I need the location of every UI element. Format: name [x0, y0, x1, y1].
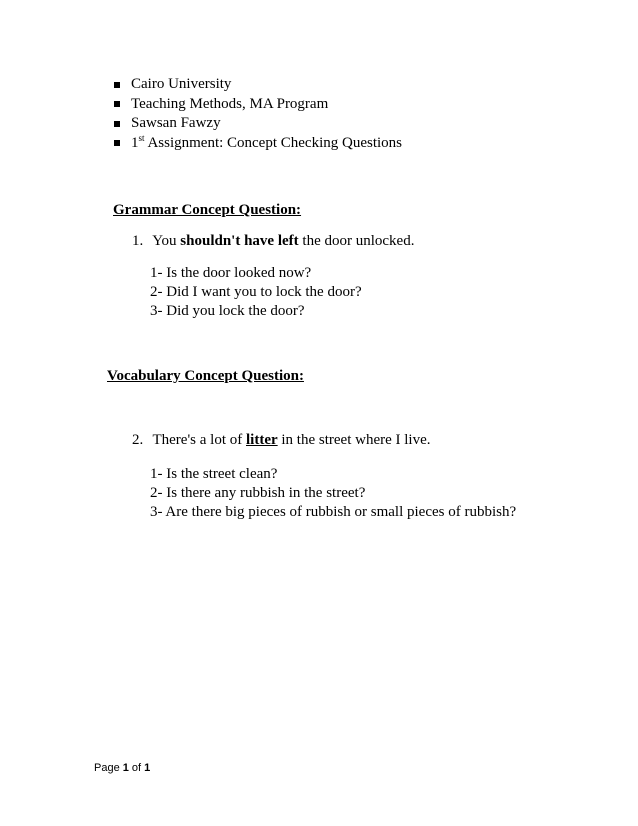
- check-question: 2- Is there any rubbish in the street?: [150, 485, 366, 501]
- current-page-number: 1: [122, 762, 129, 774]
- vocabulary-section-title: Vocabulary Concept Question:: [107, 368, 304, 384]
- grammar-check-questions: [150, 264, 362, 321]
- question-number: 2.: [132, 432, 144, 448]
- question-text-before: There's a lot of: [152, 432, 246, 448]
- question-number: 1.: [132, 233, 144, 249]
- square-bullet-icon: [114, 121, 120, 127]
- check-question: 1- Is the street clean?: [150, 466, 278, 482]
- vocabulary-check-questions: [150, 465, 516, 522]
- question-text-after: in the street where I live.: [277, 432, 431, 448]
- target-word: litter: [246, 432, 278, 448]
- assignment-text: Assignment: Concept Checking Questions: [144, 134, 402, 151]
- program-text: Teaching Methods, MA Program: [131, 95, 329, 112]
- header-item-author: [114, 114, 402, 134]
- check-question: 3- Did you lock the door?: [150, 303, 305, 319]
- square-bullet-icon: [114, 82, 120, 88]
- vocabulary-question: [132, 432, 431, 449]
- page-label: Page: [94, 762, 123, 774]
- grammar-section-title: Grammar Concept Question:: [113, 202, 302, 218]
- square-bullet-icon: [114, 140, 120, 146]
- assignment-number: 1: [131, 134, 139, 151]
- question-text-before: You: [152, 233, 181, 249]
- question-text-after: the door unlocked.: [298, 233, 415, 249]
- grammar-question: [132, 233, 414, 250]
- check-question: 3- Are there big pieces of rubbish or small pieces of rubbish?: [150, 504, 517, 520]
- of-label: of: [128, 762, 145, 774]
- check-question: 1- Is the door looked now?: [150, 265, 312, 281]
- university-text: Cairo University: [131, 76, 232, 92]
- total-pages-number: 1: [144, 762, 151, 774]
- target-structure: shouldn't have left: [180, 233, 299, 249]
- check-question: 2- Did I want you to lock the door?: [150, 284, 362, 300]
- page-footer: [94, 762, 150, 774]
- header-bullet-list: [114, 75, 402, 153]
- header-item-program: [114, 95, 402, 115]
- ordinal-suffix: st: [138, 132, 145, 143]
- header-item-university: [114, 75, 402, 95]
- header-item-assignment: [114, 134, 402, 154]
- author-text: Sawsan Fawzy: [131, 115, 221, 132]
- square-bullet-icon: [114, 101, 120, 107]
